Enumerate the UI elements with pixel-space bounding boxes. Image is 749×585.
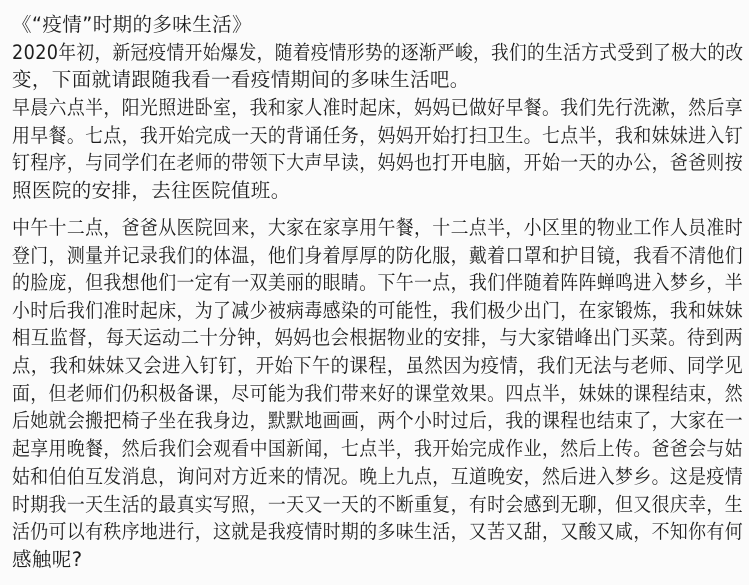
text-line: 相互监督，每天运动二十分钟，妈妈也会根据物业的安排，与大家错峰出门买菜。待到两 [12,326,744,349]
text-line: 感触呢? [12,548,83,571]
text-line: 登门，测量并记录我们的体温，他们身着厚厚的防化服，戴着口罩和护目镜，我看不清他们 [12,244,743,267]
text-line: 时期我一天生活的最真实写照，一天又一天的不断重复，有时会感到无聊，但又很庆幸，生 [12,493,743,516]
text-line: 用早餐。七点，我开始完成一天的背诵任务，妈妈开始打扫卫生。七点半，我和妹妹进入钉 [12,124,743,147]
text-line: 2020年初，新冠疫情开始爆发，随着疫情形势的逐渐严峻，我们的生活方式受到了极大的改 [12,41,744,64]
text-line: 起享用晚餐，然后我们会观看中国新闻，七点半，我开始完成作业，然后上传。爸爸会与姑 [12,437,743,460]
essay-title: 《“疫情”时期的多味生活》 [12,13,252,36]
text-line: 小时后我们准时起床，为了减少被病毒感染的可能性，我们极少出门，在家锻炼，我和妹妹 [12,299,743,322]
text-line: 中午十二点，爸爸从医院回来，大家在家享用午餐，十二点半，小区里的物业工作人员准时 [12,216,743,239]
text-line: 变，下面就请跟随我看一看疫情期间的多味生活吧。 [12,68,470,91]
text-line: 的脸庞，但我想他们一定有一双美丽的眼睛。下午一点，我们伴随着阵阵蝉鸣进入梦乡，半 [12,271,743,294]
text-line: 点，我和妹妹又会进入钉钉，开始下午的课程，虽然因为疫情，我们无法与老师、同学见 [12,354,744,377]
text-line: 姑和伯伯互发消息，询问对方近来的情况。晚上九点，互道晚安，然后进入梦乡。这是疫情 [12,465,743,488]
text-line: 照医院的安排，去往医院值班。 [12,179,291,202]
text-line: 面，但老师们仍积极备课，尽可能为我们带来好的课堂效果。四点半，妹妹的课程结束，然 [12,382,743,405]
text-line: 后她就会搬把椅子坐在我身边，默默地画画，两个小时过后，我的课程也结束了，大家在一 [12,409,743,432]
text-line: 活仍可以有秩序地进行，这就是我疫情时期的多味生活，又苦又甜，又酸又咸，不知你有何 [12,520,743,543]
text-line: 钉程序，与同学们在老师的带领下大声早读，妈妈也打开电脑，开始一天的办公，爸爸则按 [12,151,743,174]
text-line: 早晨六点半，阳光照进卧室，我和家人准时起床，妈妈已做好早餐。我们先行洗漱，然后享 [12,96,743,119]
